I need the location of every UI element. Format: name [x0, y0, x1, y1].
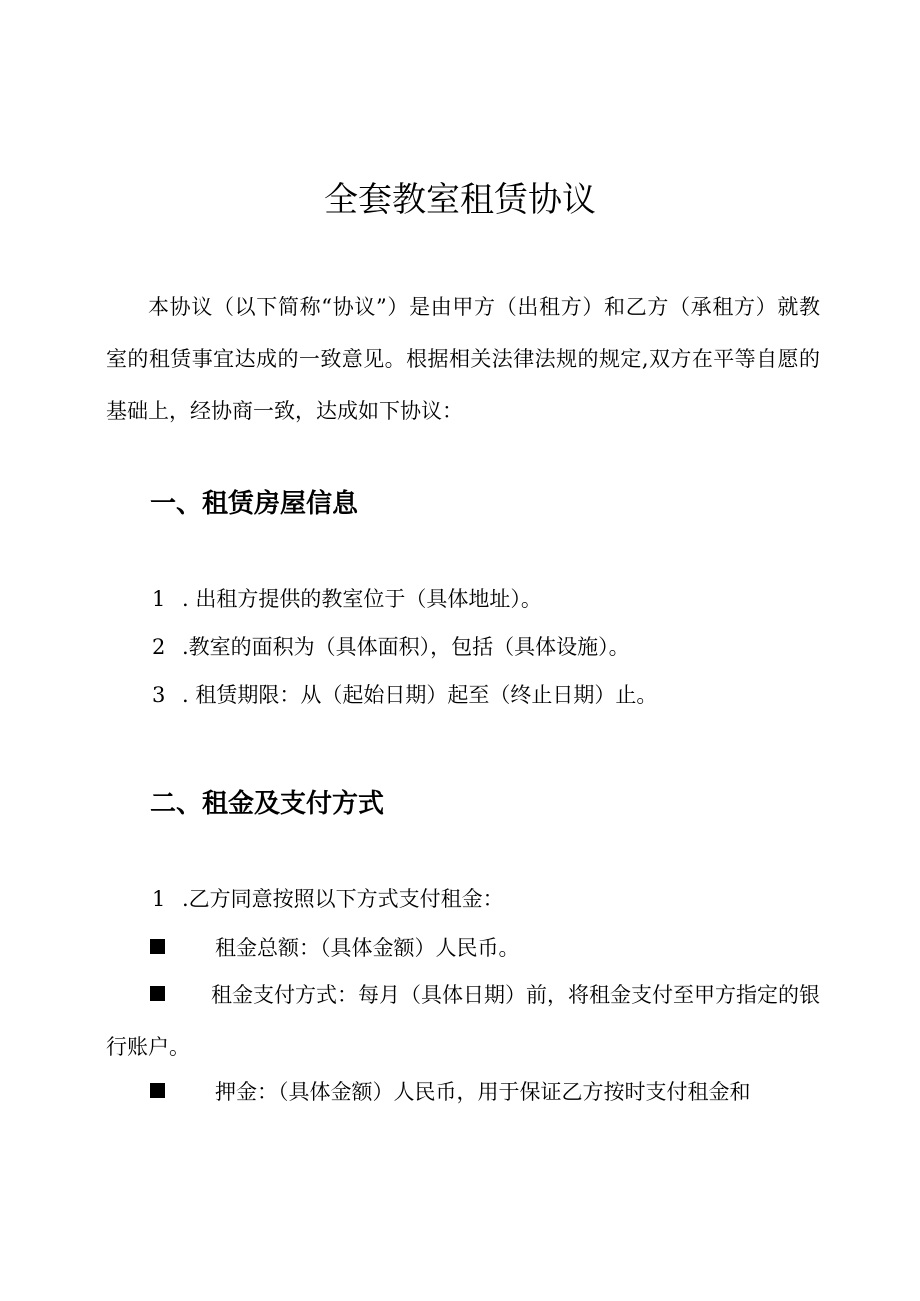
item-text: . 出租方提供的教室位于（具体地址）。 [182, 587, 542, 611]
section-1-item-3 [152, 680, 657, 710]
bullet-item-1 [150, 933, 520, 963]
section-1-item-1 [152, 584, 542, 614]
document-title: 全套教室租赁协议 [324, 180, 596, 220]
bullet-item-2 [106, 969, 820, 1073]
item-text: .教室的面积为（具体面积），包括（具体设施）。 [182, 635, 630, 659]
intro-paragraph: 本协议（以下简称“协议”）是由甲方（出租方）和乙方（承租方）就教室的租赁事宜达成的一致意见。根据相关法律法规的规定,双方在平等自愿的基础上，经协商一致，达成如下协议： [106, 295, 820, 423]
square-bullet-icon [150, 1083, 165, 1098]
bullet-text: 押金：（具体金额）人民币，用于保证乙方按时支付租金和 [215, 1080, 751, 1104]
bullet-item-3 [150, 1077, 751, 1107]
item-text: . 租赁期限：从（起始日期）起至（终止日期）止。 [182, 683, 658, 707]
bullet-text: 租金支付方式：每月（具体日期）前，将租金支付至甲方指定的银行账户。 [106, 983, 820, 1059]
square-bullet-icon [150, 986, 165, 1001]
item-number: 1 [152, 887, 166, 911]
item-number: 1 [152, 587, 166, 611]
item-number: 2 [152, 635, 166, 659]
section-1-item-2 [152, 632, 630, 662]
bullet-text: 租金总额：（具体金额）人民币。 [215, 936, 520, 960]
section-1-heading: 一、租赁房屋信息 [150, 489, 359, 519]
section-2-item-1 [152, 884, 504, 914]
square-bullet-icon [150, 939, 165, 954]
section-2-heading: 二、租金及支付方式 [150, 789, 385, 819]
item-text: .乙方同意按照以下方式支付租金： [182, 887, 504, 911]
item-number: 3 [152, 683, 166, 707]
